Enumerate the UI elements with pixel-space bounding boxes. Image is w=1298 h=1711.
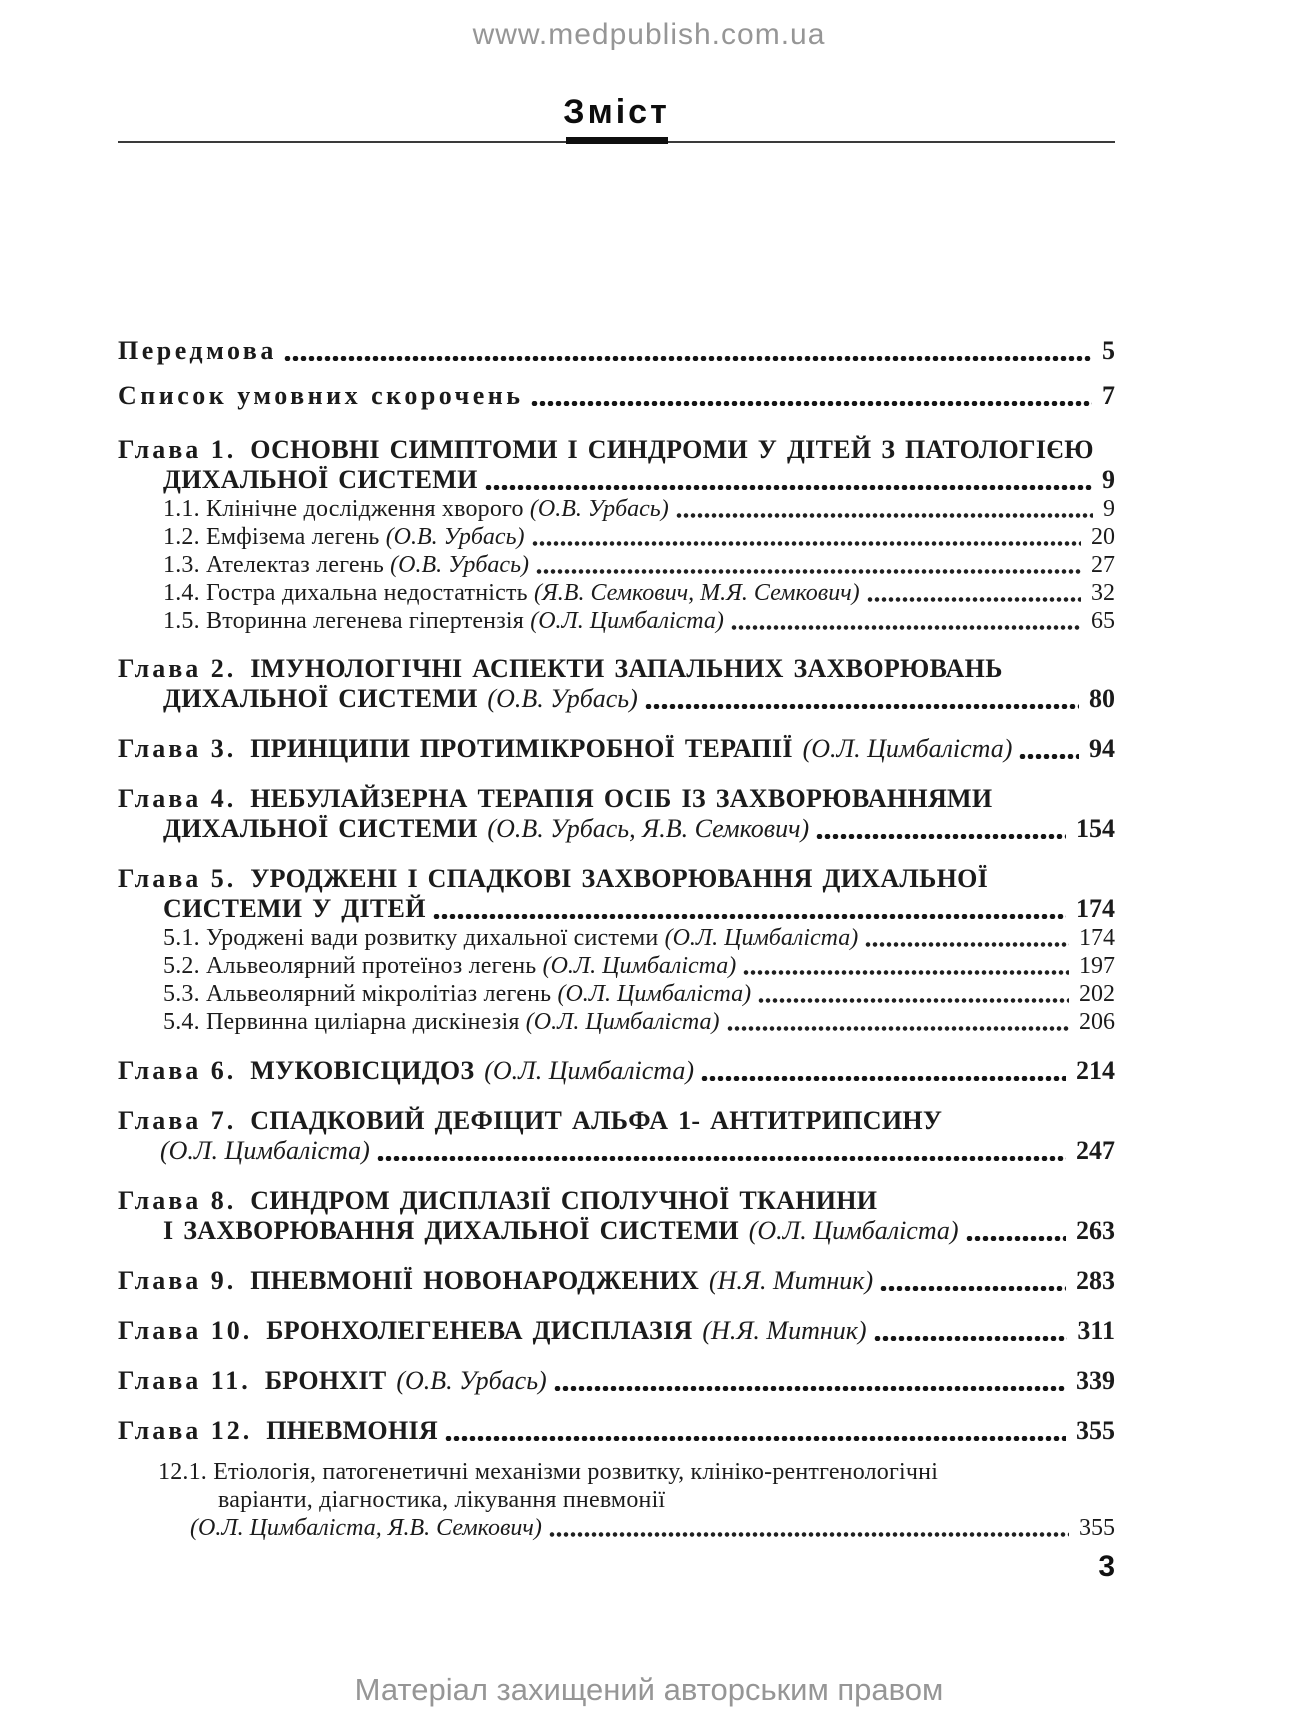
- dot-leader: [726, 607, 1086, 635]
- toc-segment-caps: І ЗАХВОРЮВАННЯ ДИХАЛЬНОЇ СИСТЕМИ: [163, 1216, 749, 1245]
- toc-segment-italic: (О.Л. Цимбаліста): [748, 1216, 959, 1245]
- toc-page-number: 197: [1079, 953, 1115, 979]
- toc-entry-text: [163, 980, 751, 1008]
- toc-segment-plain: 5.2. Альвеолярний протеїноз легень: [163, 953, 543, 979]
- toc-segment-italic: (О.Л. Цимбаліста): [557, 981, 752, 1007]
- dot-leader: [811, 814, 1071, 844]
- page-number: 3: [1098, 1550, 1115, 1583]
- toc-page-number: 32: [1091, 580, 1115, 606]
- toc-segment-italic: (О.Л. Цимбаліста): [542, 953, 737, 979]
- toc-segment-italic: (О.Л. Цимбаліста): [530, 608, 724, 634]
- toc-entry-text: [118, 1316, 867, 1346]
- toc-page-number: 174: [1076, 894, 1115, 923]
- toc-line: [118, 894, 1115, 924]
- dot-leader: [738, 952, 1074, 980]
- toc-line: [118, 654, 1115, 684]
- toc-entry-text: [163, 1216, 959, 1246]
- dot-leader: [875, 1266, 1071, 1296]
- toc-entry-text: [163, 465, 478, 495]
- toc-line: [118, 1486, 1115, 1514]
- toc-line: [118, 980, 1115, 1008]
- toc-page-number: 80: [1089, 684, 1115, 713]
- toc-entry-text: [118, 1106, 942, 1136]
- toc-segment-caps: СИНДРОМ ДИСПЛАЗІЇ СПОЛУЧНОЇ ТКАНИНИ: [250, 1186, 878, 1215]
- toc-line: [118, 1266, 1115, 1296]
- toc-entry-text: [160, 1136, 370, 1166]
- toc-entry-text: [190, 1514, 542, 1542]
- toc-segment-label: Глава 9.: [118, 1266, 237, 1295]
- toc-segment-italic: (О.Л. Цимбаліста): [664, 925, 859, 951]
- dot-leader: [526, 381, 1097, 411]
- toc-page-number: 263: [1076, 1216, 1115, 1245]
- toc-line: [118, 684, 1115, 714]
- toc-segment-label: Глава 6.: [118, 1056, 237, 1085]
- toc-segment-spaced: Список умовних скорочень: [118, 381, 524, 410]
- toc-page-number: 247: [1076, 1136, 1115, 1165]
- toc-segment-label: Глава 12.: [118, 1416, 253, 1445]
- toc-segment-caps: СИСТЕМИ У ДІТЕЙ: [163, 894, 426, 923]
- toc-segment-italic: (О.В. Урбась): [529, 496, 669, 522]
- toc-segment-label: Глава 10.: [118, 1316, 253, 1345]
- toc-segment-plain: 1.1. Клінічне дослідження хворого: [163, 496, 530, 522]
- dot-leader: [753, 980, 1074, 1008]
- toc-entry-text: [118, 1366, 547, 1396]
- toc-line: [118, 435, 1115, 465]
- toc-line: [118, 1458, 1115, 1486]
- toc-entry-text: [118, 1186, 877, 1216]
- toc-line: [118, 551, 1115, 579]
- toc-line: [118, 924, 1115, 952]
- toc-segment-italic: (О.Л. Цимбаліста): [484, 1056, 695, 1085]
- toc-segment-plain: 1.2. Емфізема легень: [163, 524, 386, 550]
- toc-segment-plain: 12.1. Етіологія, патогенетичні механізми розвитку, клініко-рентгенологічні: [158, 1459, 939, 1485]
- toc-line: [118, 381, 1115, 411]
- toc-entry-text: [118, 381, 524, 411]
- toc-line: [118, 579, 1115, 607]
- toc-segment-caps: МУКОВІСЦИДОЗ: [250, 1056, 485, 1085]
- dot-leader: [1014, 734, 1084, 764]
- toc-entry-text: [163, 684, 638, 714]
- toc-line: [118, 1514, 1115, 1542]
- toc-segment-label: Глава 4.: [118, 784, 237, 813]
- toc-entry-text: [118, 654, 1003, 684]
- toc-line: [118, 1136, 1115, 1166]
- toc-segment-label: Глава 3.: [118, 734, 237, 763]
- toc-segment-italic: (О.Л. Цимбаліста): [525, 1009, 720, 1035]
- toc-line: [118, 734, 1115, 764]
- toc-entry-text: [118, 1416, 438, 1446]
- toc-line: [118, 523, 1115, 551]
- title-rule-accent: [566, 137, 668, 144]
- toc-line: [118, 784, 1115, 814]
- toc-page-number: 206: [1079, 1009, 1115, 1035]
- toc-entry-text: [118, 864, 988, 894]
- toc-segment-italic: (О.В. Урбась): [487, 684, 638, 713]
- toc-page-number: 94: [1089, 734, 1115, 763]
- toc-segment-spaced: Передмова: [118, 336, 277, 365]
- title-rule: [118, 141, 1115, 143]
- toc-line: [118, 1366, 1115, 1396]
- toc-entry-text: [163, 495, 669, 523]
- toc-page-number: 9: [1103, 496, 1115, 522]
- toc-segment-label: Глава 2.: [118, 654, 237, 683]
- dot-leader: [527, 523, 1087, 551]
- toc-page-number: 9: [1102, 465, 1115, 494]
- toc-page-number: 214: [1076, 1056, 1115, 1085]
- toc-page-number: 7: [1102, 381, 1115, 410]
- toc-segment-label: Глава 11.: [118, 1366, 251, 1395]
- toc-entry-text: [118, 734, 1012, 764]
- dot-leader: [549, 1366, 1071, 1396]
- toc-entry-text: [163, 1008, 720, 1036]
- toc-line: [118, 1008, 1115, 1036]
- toc-segment-label: Глава 5.: [118, 864, 237, 893]
- toc-line: [118, 1056, 1115, 1086]
- toc-line: [118, 1106, 1115, 1136]
- toc-segment-caps: ІМУНОЛОГІЧНІ АСПЕКТИ ЗАПАЛЬНИХ ЗАХВОРЮВАНЬ: [250, 654, 1003, 683]
- toc-page-number: 65: [1091, 608, 1115, 634]
- toc-page-number: 355: [1079, 1515, 1115, 1541]
- toc-segment-italic: (О.В. Урбась): [385, 524, 525, 550]
- toc-segment-caps: ПНЕВМОНІЯ: [266, 1416, 438, 1445]
- dot-leader: [961, 1216, 1071, 1246]
- toc-segment-italic: (О.В. Урбась): [390, 552, 529, 578]
- toc-segment-italic: (О.В. Урбась, Я.В. Семкович): [487, 814, 810, 843]
- toc-entry-text: [118, 1266, 873, 1296]
- toc-segment-caps: ДИХАЛЬНОЇ СИСТЕМИ: [163, 684, 488, 713]
- toc-line: [118, 465, 1115, 495]
- toc-segment-caps: НЕБУЛАЙЗЕРНА ТЕРАПІЯ ОСІБ ІЗ ЗАХВОРЮВАННЯМИ: [250, 784, 993, 813]
- dot-leader: [640, 684, 1084, 714]
- dot-leader: [480, 465, 1097, 495]
- toc-segment-caps: ДИХАЛЬНОЇ СИСТЕМИ: [163, 814, 488, 843]
- toc-page-number: 339: [1076, 1366, 1115, 1395]
- dot-leader: [279, 336, 1097, 366]
- toc-segment-italic: (Н.Я. Митник): [708, 1266, 874, 1295]
- toc-entry-text: [163, 814, 809, 844]
- toc-segment-label: Глава 1.: [118, 435, 237, 464]
- toc-line: [118, 1216, 1115, 1246]
- toc-entry-text: [163, 607, 724, 635]
- toc-segment-caps: БРОНХІТ: [264, 1366, 397, 1395]
- dot-leader: [696, 1056, 1071, 1086]
- dot-leader: [440, 1416, 1071, 1446]
- toc-page-number: 311: [1077, 1316, 1115, 1345]
- toc-page-number: 174: [1079, 925, 1115, 951]
- toc-page-number: 27: [1091, 552, 1115, 578]
- toc-entry-text: [163, 952, 736, 980]
- toc-segment-plain: 1.3. Ателектаз легень: [163, 552, 391, 578]
- toc-page-number: 5: [1102, 336, 1115, 365]
- publisher-url: www.medpublish.com.ua: [472, 18, 826, 51]
- toc-line: [118, 336, 1115, 366]
- toc-entry-text: [163, 551, 529, 579]
- toc-line: [118, 1416, 1115, 1446]
- toc-segment-label: Глава 8.: [118, 1186, 237, 1215]
- toc-entry-text: [158, 1458, 938, 1486]
- toc-segment-caps: ДИХАЛЬНОЇ СИСТЕМИ: [163, 465, 478, 494]
- dot-leader: [722, 1008, 1075, 1036]
- toc-line: [118, 1316, 1115, 1346]
- toc-segment-plain: 1.5. Вторинна легенева гіпертензія: [163, 608, 531, 634]
- toc-segment-caps: УРОДЖЕНІ І СПАДКОВІ ЗАХВОРЮВАННЯ ДИХАЛЬНОЇ: [250, 864, 989, 893]
- toc-line: [118, 864, 1115, 894]
- dot-leader: [531, 551, 1086, 579]
- toc-segment-italic: (О.Л. Цимбаліста, Я.В. Семкович): [190, 1515, 542, 1541]
- toc-segment-plain: варіанти, діагностика, лікування пневмонії: [218, 1487, 666, 1513]
- toc-segment-plain: 1.4. Гостра дихальна недостатність: [163, 580, 535, 606]
- toc-segment-plain: 5.4. Первинна циліарна дискінезія: [163, 1009, 526, 1035]
- toc-entry-text: [163, 894, 426, 924]
- toc-segment-caps: СПАДКОВИЙ ДЕФІЦИТ АЛЬФА 1- АНТИТРИПСИНУ: [250, 1106, 943, 1135]
- toc-page-number: 154: [1076, 814, 1115, 843]
- toc-page-number: 355: [1076, 1416, 1115, 1445]
- toc-page-number: 283: [1076, 1266, 1115, 1295]
- page-title: Зміст: [563, 93, 670, 131]
- dot-leader: [869, 1316, 1073, 1346]
- dot-leader: [372, 1136, 1071, 1166]
- toc-segment-italic: (Я.В. Семкович, М.Я. Семкович): [534, 580, 860, 606]
- toc-line: [118, 495, 1115, 523]
- toc-entry-text: [118, 1056, 694, 1086]
- dot-leader: [862, 579, 1086, 607]
- toc-entry-text: [163, 924, 858, 952]
- dot-leader: [671, 495, 1098, 523]
- toc-segment-caps: ПРИНЦИПИ ПРОТИМІКРОБНОЇ ТЕРАПІЇ: [250, 734, 803, 763]
- toc-line: [118, 952, 1115, 980]
- toc-page-number: 20: [1091, 524, 1115, 550]
- toc-segment-caps: ОСНОВНІ СИМПТОМИ І СИНДРОМИ У ДІТЕЙ З ПАТОЛОГІЄЮ: [250, 435, 1094, 464]
- dot-leader: [428, 894, 1071, 924]
- copyright-notice: Матеріал захищений авторським правом: [354, 1672, 944, 1707]
- toc-line: [118, 607, 1115, 635]
- toc-segment-caps: ПНЕВМОНІЇ НОВОНАРОДЖЕНИХ: [250, 1266, 709, 1295]
- toc-entry-text: [118, 435, 1094, 465]
- toc-segment-italic: (О.Л. Цимбаліста): [160, 1136, 370, 1165]
- toc-entry-text: [118, 336, 277, 366]
- toc-line: [118, 814, 1115, 844]
- toc-segment-plain: 5.1. Уроджені вади розвитку дихальної системи: [163, 925, 665, 951]
- toc-entry-text: [163, 523, 525, 551]
- toc-segment-italic: (Н.Я. Митник): [702, 1316, 867, 1345]
- toc-segment-plain: 5.3. Альвеолярний мікролітіаз легень: [163, 981, 558, 1007]
- toc-entry-text: [118, 784, 992, 814]
- toc-segment-caps: БРОНХОЛЕГЕНЕВА ДИСПЛАЗІЯ: [266, 1316, 703, 1345]
- dot-leader: [860, 924, 1074, 952]
- toc-entry-text: [163, 579, 860, 607]
- dot-leader: [544, 1514, 1074, 1542]
- toc-line: [118, 1186, 1115, 1216]
- toc-page-number: 202: [1079, 981, 1115, 1007]
- toc-segment-italic: (О.Л. Цимбаліста): [802, 734, 1013, 763]
- toc-segment-label: Глава 7.: [118, 1106, 237, 1135]
- toc-segment-italic: (О.В. Урбась): [396, 1366, 547, 1395]
- toc-entry-text: [218, 1486, 665, 1514]
- table-of-contents: [118, 336, 1115, 1542]
